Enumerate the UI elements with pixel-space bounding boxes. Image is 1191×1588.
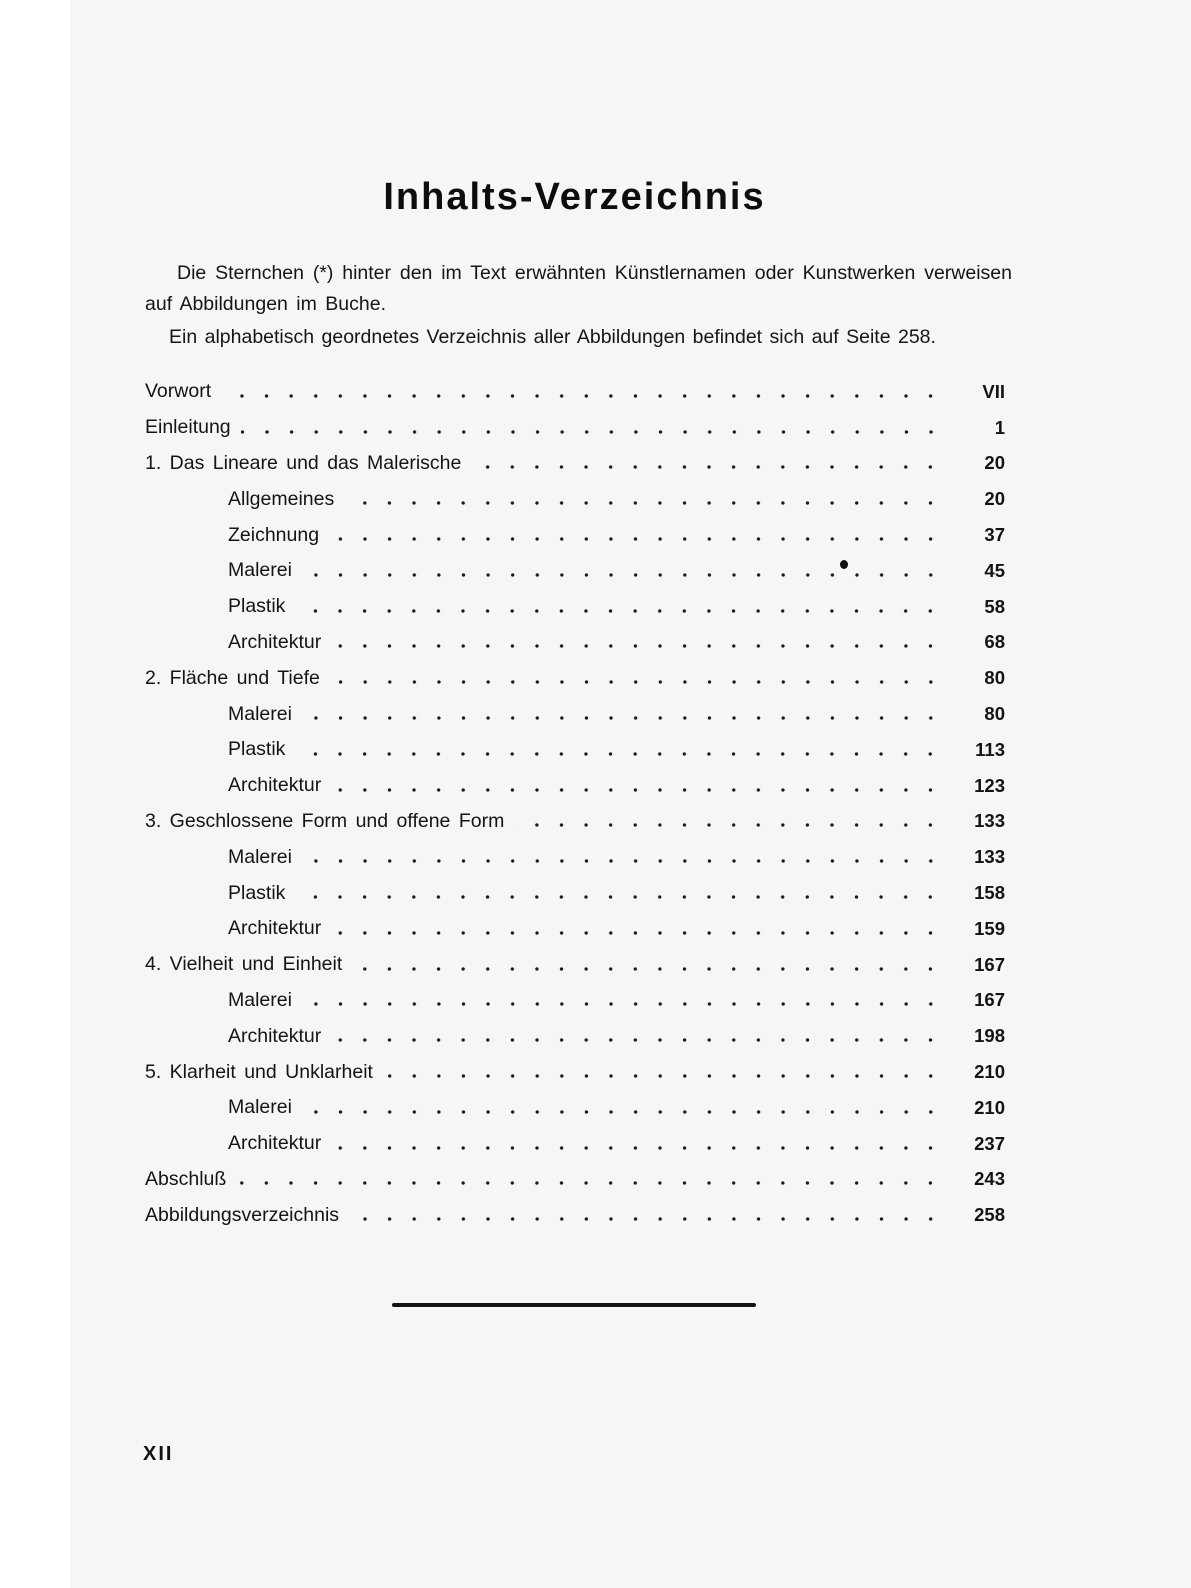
toc-dot-leader	[302, 1002, 943, 1006]
toc-entry[interactable]	[145, 696, 1005, 732]
toc-entry[interactable]	[145, 374, 1005, 410]
toc-entry-page-number: 58	[984, 595, 1005, 617]
toc-dot-leader	[221, 394, 943, 398]
intro-paragraph-index-note: Ein alphabetisch geordnetes Verzeichnis aller Abbildungen befindet sich auf Seite 258.	[169, 326, 936, 348]
toc-entry-label: Einleitung	[145, 416, 231, 439]
toc-entry[interactable]	[145, 911, 1005, 947]
toc-dot-leader	[331, 788, 943, 792]
toc-dot-leader	[349, 1217, 943, 1221]
toc-entry-label: Malerei	[228, 988, 292, 1011]
toc-entry-label: Malerei	[228, 1096, 292, 1119]
toc-entry[interactable]	[145, 1162, 1005, 1198]
toc-dot-leader	[302, 859, 943, 863]
toc-entry[interactable]	[145, 660, 1005, 696]
toc-entry-label: 1. Das Lineare und das Malerische	[145, 451, 462, 474]
toc-entry[interactable]	[145, 1090, 1005, 1126]
toc-entry-label: Abschluß	[145, 1167, 227, 1190]
toc-entry[interactable]	[145, 983, 1005, 1019]
toc-dot-leader	[331, 1146, 943, 1150]
toc-entry-page-number: 159	[974, 917, 1005, 939]
toc-entry-label: 4. Vielheit und Einheit	[145, 953, 343, 976]
toc-entry-page-number: 198	[974, 1025, 1005, 1047]
toc-dot-leader	[330, 680, 943, 684]
toc-entry-label: 2. Fläche und Tiefe	[145, 666, 320, 689]
toc-dot-leader	[302, 1110, 943, 1114]
toc-dot-leader	[302, 716, 943, 720]
toc-dot-leader	[295, 752, 943, 756]
toc-entry-page-number: 45	[984, 559, 1005, 581]
toc-entry-page-number: 80	[984, 667, 1005, 689]
toc-dot-leader	[302, 573, 943, 577]
page-number-folio: XII	[143, 1443, 174, 1465]
toc-entry[interactable]	[145, 553, 1005, 589]
toc-entry-label: Vorwort	[145, 380, 212, 403]
toc-entry[interactable]	[145, 481, 1005, 517]
toc-entry[interactable]	[145, 839, 1005, 875]
toc-entry-label: Architektur	[228, 630, 322, 653]
toc-entry-label: Architektur	[228, 1024, 322, 1047]
toc-entry-label: 3. Geschlossene Form und offene Form	[145, 809, 505, 832]
toc-dot-leader	[329, 537, 943, 541]
toc-entry-label: Plastik	[228, 738, 286, 761]
intro-text	[145, 258, 1012, 353]
toc-entry-page-number: 133	[974, 810, 1005, 832]
intro-paragraph-asterisk-note: Die Sternchen (*) hinter den im Text erwähnten Künstlernamen oder Kunstwerken verweisen auf Abbildungen im Buche.	[145, 262, 1012, 315]
print-speck	[840, 560, 848, 569]
toc-dot-leader	[514, 823, 943, 827]
toc-dot-leader	[344, 501, 943, 505]
toc-dot-leader	[295, 609, 943, 613]
toc-entry-label: Malerei	[228, 702, 292, 725]
toc-entry-label: Architektur	[228, 917, 322, 940]
toc-entry-label: Architektur	[228, 774, 322, 797]
toc-entry-page-number: 20	[984, 488, 1005, 510]
toc-dot-leader	[331, 1038, 943, 1042]
toc-entry-page-number: VII	[982, 380, 1005, 402]
toc-dot-leader	[295, 895, 943, 899]
toc-dot-leader	[352, 967, 943, 971]
toc-entry[interactable]	[145, 1197, 1005, 1233]
toc-entry-page-number: 158	[974, 882, 1005, 904]
toc-entry-page-number: 210	[974, 1096, 1005, 1118]
toc-entry-page-number: 68	[984, 631, 1005, 653]
toc-dot-leader	[383, 1074, 943, 1078]
toc-entry[interactable]	[145, 517, 1005, 553]
toc-entry-label: Malerei	[228, 845, 292, 868]
toc-entry[interactable]	[145, 1126, 1005, 1162]
toc-entry-label: Plastik	[228, 881, 286, 904]
toc-entry[interactable]	[145, 1018, 1005, 1054]
toc-entry[interactable]	[145, 446, 1005, 482]
toc-entry-page-number: 133	[974, 846, 1005, 868]
toc-dot-leader	[331, 931, 943, 935]
toc-dot-leader	[241, 430, 943, 434]
toc-dot-leader	[236, 1181, 943, 1185]
toc-entry-label: Allgemeines	[228, 487, 335, 510]
closing-rule	[392, 1303, 756, 1307]
toc-entry-label: Zeichnung	[228, 523, 320, 546]
toc-entry-page-number: 243	[974, 1168, 1005, 1190]
toc-entry[interactable]	[145, 589, 1005, 625]
toc-entry-label: Architektur	[228, 1132, 322, 1155]
toc-entry-page-number: 1	[994, 416, 1005, 438]
page-title: Inhalts-Verzeichnis	[383, 176, 766, 218]
table-of-contents	[145, 374, 1005, 1233]
toc-entry-page-number: 167	[974, 953, 1005, 975]
toc-entry-page-number: 237	[974, 1132, 1005, 1154]
toc-entry[interactable]	[145, 410, 1005, 446]
toc-entry-page-number: 210	[974, 1061, 1005, 1083]
toc-dot-leader	[471, 465, 943, 469]
toc-entry-label: Malerei	[228, 559, 292, 582]
toc-entry-label: Abbildungsverzeichnis	[145, 1203, 340, 1226]
toc-entry-label: Plastik	[228, 595, 286, 618]
toc-entry-page-number: 37	[984, 524, 1005, 546]
toc-entry-page-number: 20	[984, 452, 1005, 474]
toc-entry-page-number: 113	[975, 738, 1005, 760]
toc-entry[interactable]	[145, 768, 1005, 804]
toc-entry-label: 5. Klarheit und Unklarheit	[145, 1060, 373, 1083]
toc-entry-page-number: 258	[974, 1204, 1005, 1226]
toc-entry-page-number: 123	[974, 774, 1005, 796]
toc-entry[interactable]	[145, 732, 1005, 768]
toc-entry[interactable]	[145, 947, 1005, 983]
toc-entry[interactable]	[145, 804, 1005, 840]
toc-entry[interactable]	[145, 1054, 1005, 1090]
toc-entry[interactable]	[145, 875, 1005, 911]
toc-entry-page-number: 80	[984, 703, 1005, 725]
toc-dot-leader	[331, 644, 943, 648]
toc-entry-page-number: 167	[974, 989, 1005, 1011]
toc-entry[interactable]	[145, 625, 1005, 661]
